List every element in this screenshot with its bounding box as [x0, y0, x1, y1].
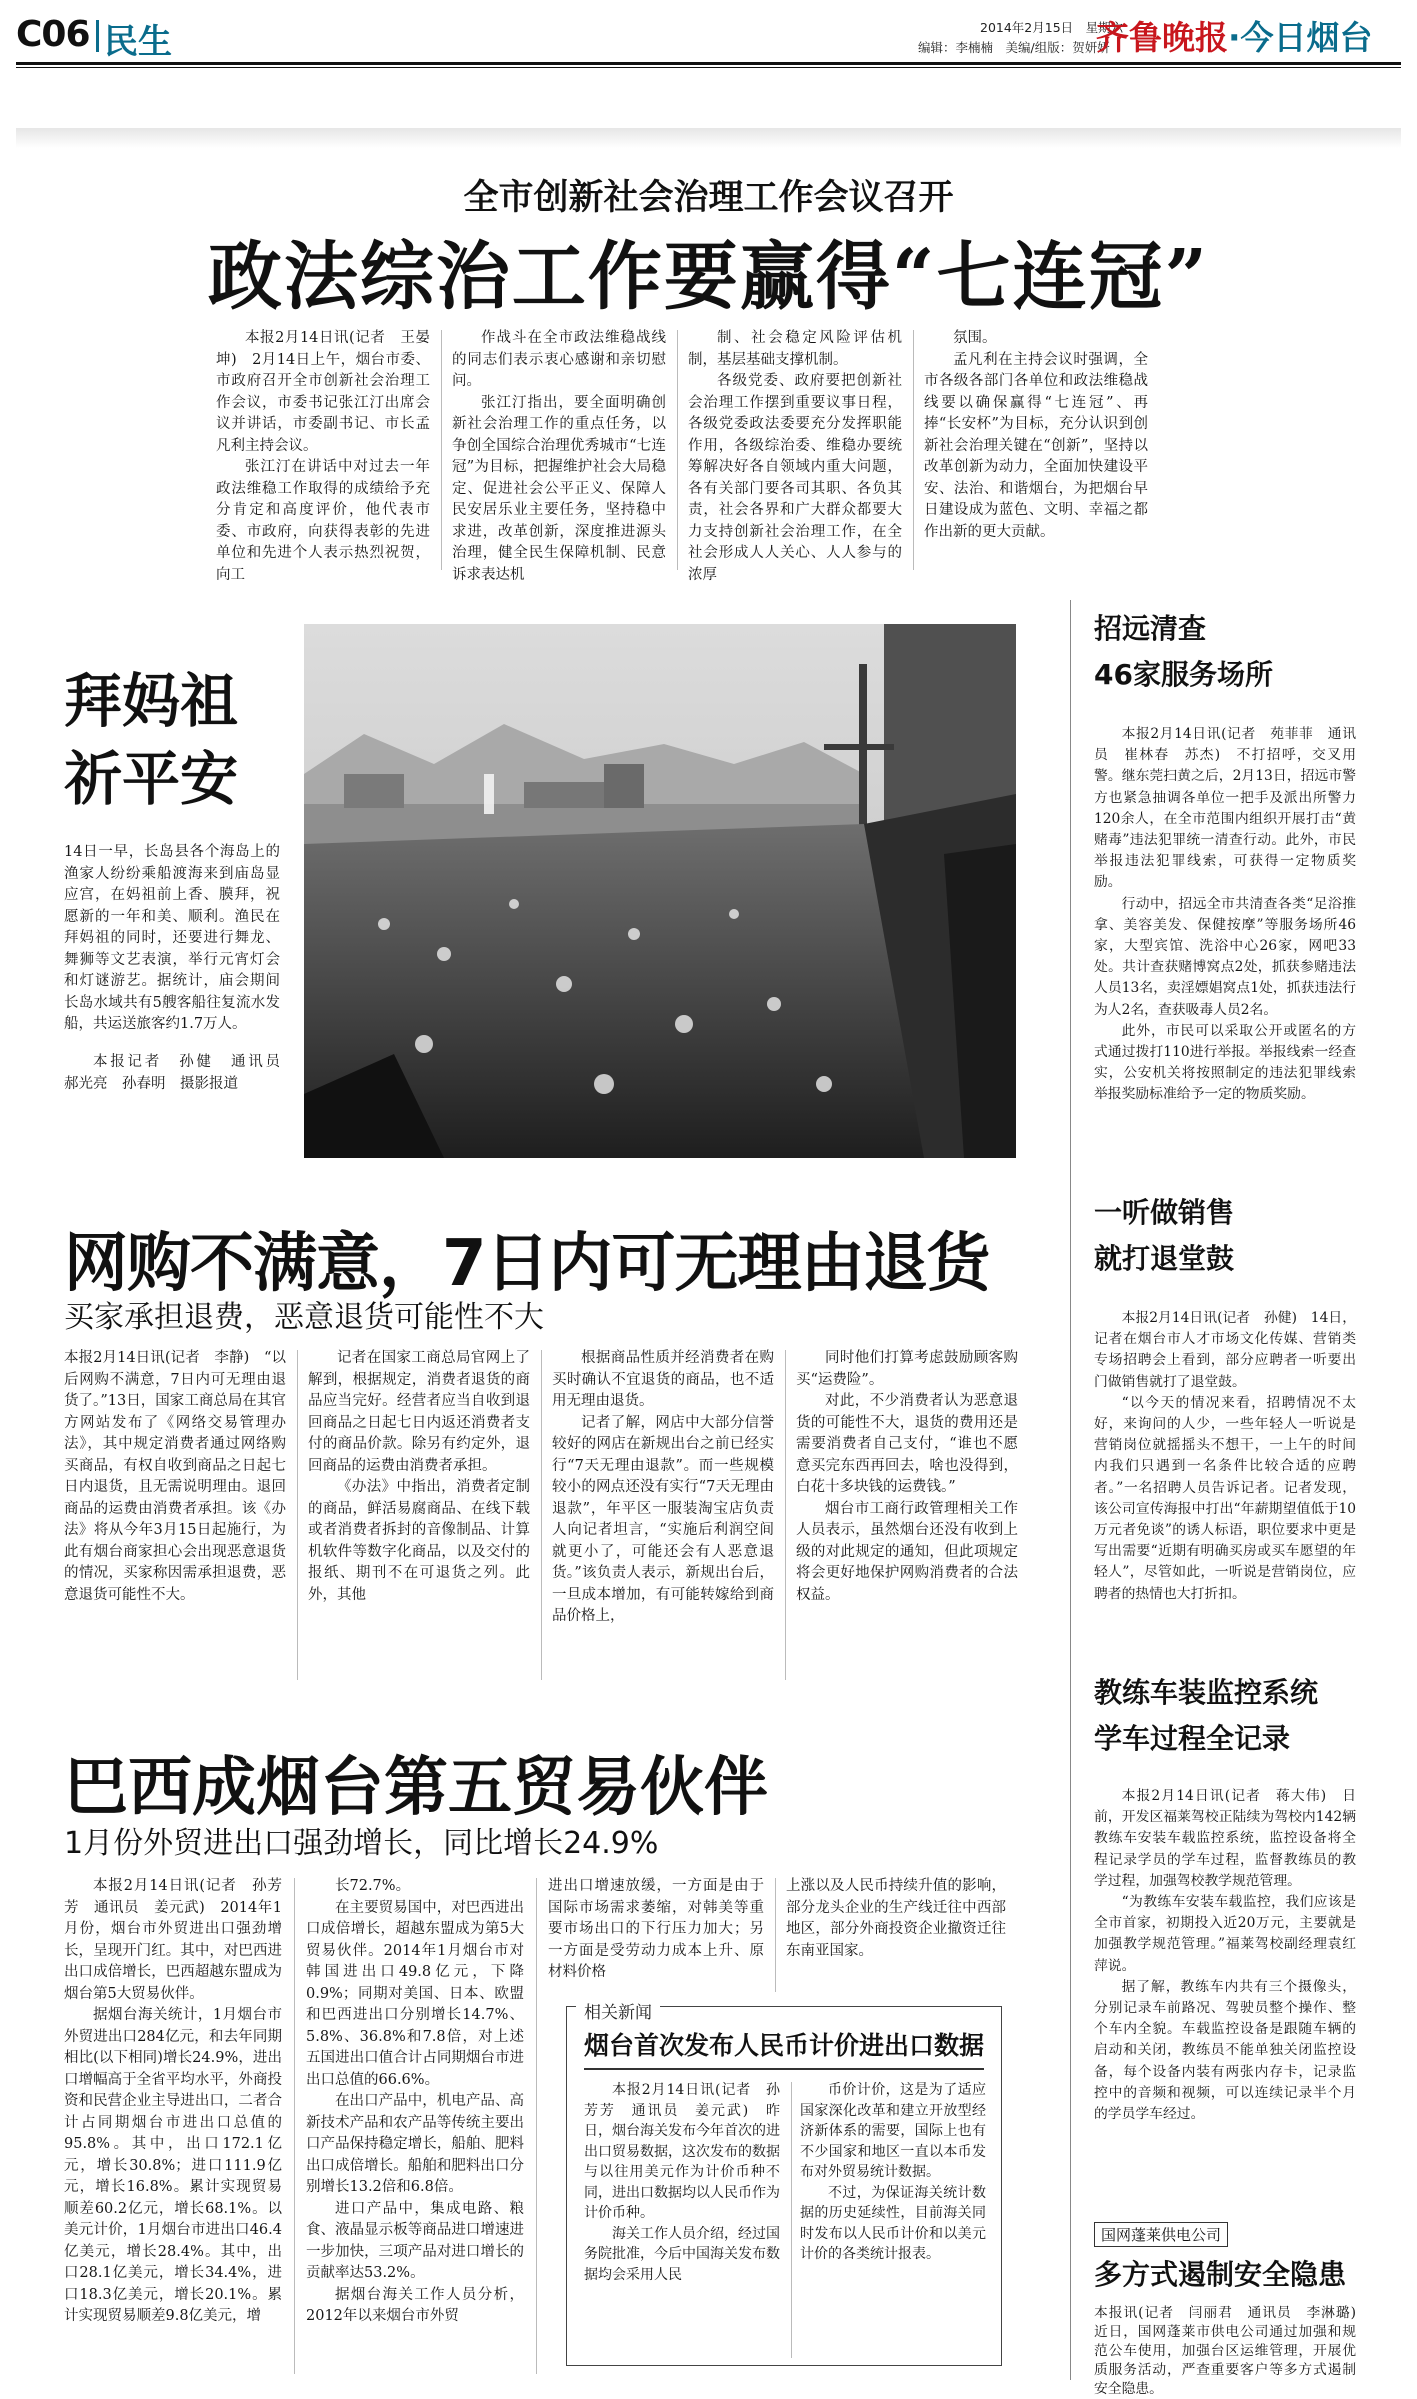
- photo-credit: 本报记者 孙健 通讯员 郝光亮 孙春明 摄影报道: [64, 1054, 295, 1092]
- column-rule: [297, 1350, 298, 1680]
- paragraph: 海关工作人员介绍，经过国务院批准，今后中国海关发布数据均会采用人民: [584, 2225, 780, 2283]
- photo-title-line-1: 拜妈祖: [64, 667, 239, 735]
- column-rule: [677, 330, 678, 570]
- sidebar-story3-body: [1094, 1786, 1356, 2206]
- paragraph: 本报2月14日讯(记者 孙芳芳 通讯员 姜元武) 2014年1月份，烟台市外贸进出口强劲增长，呈现开门红。其中，对巴西进出口成倍增长，巴西超越东盟成为烟台第5大贸易伙伴。: [64, 1878, 282, 2002]
- sidebar-rule: [1070, 600, 1071, 2380]
- paragraph: 《办法》中指出，消费者定制的商品，鲜活易腐商品、在线下载或者消费者拆封的音像制品、计算机软件等数字化商品，以及交付的报纸、期刊不在可退货之列。此外，其他: [308, 1479, 530, 1603]
- sidebar-story1-title-line-1: 招远清查: [1094, 612, 1207, 645]
- article3-column-4: [796, 1348, 1018, 1684]
- paragraph: 各级党委、政府要把创新社会治理工作摆到重要议事日程，各级党委政法委要充分发挥职能作用，各级综治委、维稳办要统筹解决好各自领域内重大问题，各有关部门要各司其职、各负其责，社会各界和广大群众都要大力支持创新社会治理工作，在全社会形成人人关心、人人参与的浓厚: [688, 373, 902, 583]
- editor-credit: 编辑：李楠楠 美编/组版：贺妍妍: [918, 40, 1110, 55]
- issue-date: 2014年2月15日 星期六: [980, 20, 1124, 35]
- related-news-label: 相关新闻: [576, 1998, 660, 2023]
- brand-edition: ·今日烟台: [1228, 18, 1373, 57]
- sidebar-story1-body: [1094, 724, 1356, 1168]
- paragraph: “为教练车安装车载监控，我们应该是全市首家，初期投入近20万元，主要就是加强教学规范管理。”福莱驾校副经理袁红萍说。: [1094, 1894, 1356, 1974]
- article1-subtitle: 全市创新社会治理工作会议召开: [463, 177, 954, 218]
- paragraph: 孟凡利在主持会议时强调，全市各级各部门各单位和政法维稳战线要以确保赢得“七连冠”、再捧“长安杯”为目标，充分认识到创新社会治理关键在“创新”，坚持以改革创新为动力，全面加快建设平安、法治、和谐烟台，为把烟台早日建设成为蓝色、文明、幸福之都作出新的更大贡献。: [924, 351, 1148, 540]
- sidebar-story4-body: 本报讯(记者 闫丽君 通讯员 李淋璐) 近日，国网蓬莱市供电公司通过加强和规范公车使用，加强台区运维管理，开展优质服务活动，严查重要客户等多方式遏制安全隐患。: [1094, 2305, 1370, 2397]
- news-photo-mazu-temple-crowd: [304, 624, 1016, 1158]
- article3-column-3: [552, 1348, 774, 1684]
- sidebar-story3-title-line-1: 教练车装监控系统: [1094, 1676, 1319, 1709]
- article3-column-2: [308, 1348, 530, 1684]
- paragraph: “以今天的情况来看，招聘情况不太好，来询问的人少，一些年轻人一听说是营销岗位就摇摇头不想干，一上午的时间内我们只遇到一名条件比较合适的应聘者。”一名招聘人员告诉记者。记者发现，该公司宣传海报中打出“年薪期望值低于10万元者免谈”的诱人标语，职位要求中更是写出需要“近期有明确买房或买车愿望的年轻人”，尽管如此，一听说是营销岗位，应聘者的热情也大打折扣。: [1094, 1394, 1356, 1602]
- article3-subtitle: 买家承担退费，恶意退货可能性不大: [64, 1300, 544, 1335]
- paragraph: 行动中，招远全市共清查各类“足浴推拿、美容美发、保健按摩”等服务场所46家，大型宾馆、洗浴中心26家，网吧33处。共计查获赌博窝点2处，抓获参赌违法人员13名，卖淫嫖娼窝点1处，抓获违法行为人2名，查获吸毒人员2名。: [1094, 895, 1356, 1018]
- photo-illustration: [304, 624, 1016, 1158]
- paragraph: 长72.7%。: [335, 1878, 411, 1894]
- paragraph: 进口产品中，集成电路、粮食、液晶显示板等商品进口增速进一步加快，三项产品对进口增长的贡献率达53.2%。: [306, 2200, 524, 2281]
- article4-subtitle: 1月份外贸进出口强劲增长，同比增长24.9%: [64, 1826, 659, 1861]
- article1-headline: 政法综治工作要赢得“七连冠”: [207, 234, 1210, 320]
- paragraph: 同时他们打算考虑鼓励顾客购买“运费险”。: [796, 1350, 1018, 1388]
- paragraph: 根据商品性质并经消费者在购买时确认不宜退货的商品，也不适用无理由退货。: [552, 1350, 774, 1409]
- paragraph: 本报2月14日讯(记者 王晏坤) 2月14日上午，烟台市委、市政府召开全市创新社会治理工作会议，市委书记张江汀出席会议并讲话，市委副书记、市长孟凡利主持会议。: [216, 330, 430, 454]
- paragraph: 作战斗在全市政法维稳战线的同志们表示衷心感谢和亲切慰问。: [452, 330, 666, 389]
- article1-column-3: [688, 328, 902, 583]
- paragraph: 张江汀在讲话中对过去一年政法维稳工作取得的成绩给予充分肯定和高度评价，他代表市委、市政府，向获得表彰的先进单位和先进个人表示热烈祝贺，向工: [216, 459, 430, 583]
- paragraph: 烟台市工商行政管理相关工作人员表示，虽然烟台还没有收到上级的对此规定的通知，但此项规定将会更好地保护网购消费者的合法权益。: [796, 1500, 1018, 1603]
- sidebar-story3-headline: [1094, 1670, 1318, 1762]
- sidebar-story2-title-line-2: 就打退堂鼓: [1094, 1242, 1235, 1275]
- header-shade: [16, 128, 1401, 148]
- article1-column-2: [452, 328, 666, 583]
- related-news-column-1: [584, 2080, 780, 2360]
- column-rule: [294, 1878, 295, 2374]
- sidebar-story4-tag: 国网蓬莱供电公司: [1094, 2222, 1228, 2247]
- header-rule-thin: [16, 67, 1401, 68]
- paragraph: 本报2月14日讯(记者 蒋大伟) 日前，开发区福莱驾校正陆续为驾校内142辆教练车安装车载监控系统，监控设备将全程记录学员的学车过程，监督教练员的教学过程，加强驾校教学规范管理。: [1094, 1788, 1356, 1889]
- column-rule: [785, 1350, 786, 1680]
- paragraph: 记者了解，网店中大部分信誉较好的网店在新规出台之前已经实行“7天无理由退款”。而一些规模较小的网点还没有实行“7天无理由退款”，年平区一服装淘宝店负责人向记者坦言，“实施后利润空间就更小了，可能还会有人恶意退货。”该负责人表示，新规出台后，一旦成本增加，有可能转嫁给到商品价格上，: [552, 1414, 774, 1624]
- paragraph: 据了解，教练车内共有三个摄像头，分别记录车前路况、驾驶员整个操作、整个车内全貌。车载监控设备是跟随车辆的启动和关闭，教练员不能单独关闭监控设备，每个设备内装有两张内存卡，记录监控中的音频和视频，可以连续记录半个月的学员学车经过。: [1094, 1978, 1356, 2123]
- sidebar-story2-title-line-1: 一听做销售: [1094, 1196, 1235, 1229]
- related-news-rule: [584, 2068, 984, 2070]
- paragraph: 制、社会稳定风险评估机制，基层基础支撑机制。: [688, 330, 902, 368]
- column-rule: [775, 1878, 776, 1992]
- paragraph: 张江汀指出，要全面明确创新社会治理工作的重点任务，以争创全国综合治理优秀城市“七连冠”为目标，把握维护社会大局稳定、促进社会公平正义、保障人民安居乐业主要任务，坚持稳中求进，改革创新，深度推进源头治理，健全民生保障机制、民意诉求表达机: [452, 394, 666, 583]
- paragraph: 据烟台海关统计，1月烟台市外贸进出口284亿元，和去年同期相比(以下相同)增长24.9%，进出口增幅高于全省平均水平，外商投资和民营企业主导进出口，二者合计占同期烟台市进出口总值的95.8%。其中，出口172.1亿元，增长30.8%；进口111.9亿元，增长16.8%。累计实现贸易顺差60.2亿元，增长68.1%。以美元计价，1月烟台市进出口46.4亿美元，增长28.4%。其中，出口28.1亿美元，增长34.4%，进口18.3亿美元，增长20.1%。累计实现贸易顺差9.8亿美元，增: [64, 2007, 282, 2324]
- sidebar-story3-title-line-2: 学车过程全记录: [1094, 1722, 1291, 1755]
- article4-column-3: 进出口增速放缓，一方面是由于国际市场需求萎缩，对韩美等重要市场出口的下行压力加大；另一方面是受劳动力成本上升、原材料价格: [548, 1878, 764, 1980]
- sidebar-story2-headline: [1094, 1190, 1234, 1282]
- header-separator: [96, 20, 99, 52]
- sidebar-story1-title-line-2: 46家服务场所: [1094, 658, 1273, 691]
- paragraph: 对此，不少消费者认为恶意退货的可能性不大，退货的费用还是需要消费者自己支付，“谁也不愿意买完东西再回去，啥也没得到，白花十多块钱的运费钱。”: [796, 1393, 1018, 1495]
- sidebar-story1-headline: [1094, 606, 1273, 698]
- related-news-headline: 烟台首次发布人民币计价进出口数据: [584, 2031, 985, 2060]
- paragraph: 氛围。: [953, 330, 997, 346]
- header-rule: [16, 62, 1401, 65]
- paragraph: 在主要贸易国中，对巴西进出口成倍增长，超越东盟成为第5大贸易伙伴。2014年1月烟台市对韩国进出口49.8亿元，下降0.9%；同期对美国、日本、欧盟和巴西进出口分别增长14.7%、5.8%、36.8%和7.8倍，对上述五国进出口值合计占同期烟台市进出口总值的66.6%。: [306, 1899, 524, 2088]
- page-number: C06: [16, 14, 90, 55]
- article1-column-1: [216, 328, 430, 583]
- article4-headline: 巴西成烟台第五贸易伙伴: [64, 1751, 768, 1825]
- related-news-column-2: [800, 2080, 986, 2360]
- paragraph: 不过，为保证海关统计数据的历史延续性，目前海关同时发布以人民币计价和以美元计价的各类统计报表。: [800, 2184, 986, 2262]
- paragraph: 记者在国家工商总局官网上了解到，根据规定，消费者退货的商品应当完好。经营者应当自收到退回商品之日起七日内返还消费者支付的商品价款。除另有约定外，退回商品的运费由消费者承担。: [308, 1350, 530, 1474]
- column-rule: [541, 1350, 542, 1680]
- article3-headline: 网购不满意，7日内可无理由退货: [64, 1227, 990, 1301]
- article4-column-1: [64, 1876, 282, 2376]
- article4-column-2: [306, 1876, 524, 2376]
- photo-title-line-2: 祈平安: [64, 745, 239, 813]
- paragraph: 此外，市民可以采取公开或匿名的方式通过拨打110进行举报。举报线索一经查实，公安机关将按照制定的违法犯罪线索举报奖励标准给予一定的物质奖励。: [1094, 1022, 1356, 1103]
- paragraph: 本报2月14日讯(记者 苑菲菲 通讯员 崔林春 苏杰) 不打招呼，交叉用警。继东莞扫黄之后，2月13日，招远市警方也紧急抽调各单位一把手及派出所警力120余人，在全市范围内组织开展打击“黄赌毒”违法犯罪统一清查行动。此外，市民举报违法犯罪线索，可获得一定物质奖励。: [1094, 726, 1356, 891]
- sidebar-story4-headline: 多方式遏制安全隐患: [1094, 2258, 1347, 2291]
- photo-story-body: 14日一早，长岛县各个海岛上的渔家人纷纷乘船渡海来到庙岛显应宫，在妈祖前上香、膜拜，祝愿新的一年和美、顺利。渔民在拜妈祖的同时，还要进行舞龙、舞狮等文艺表演，举行元宵灯会和灯谜游艺。据统计，庙会期间长岛水域共有5艘客船往复流水发船，共运送旅客约1.7万人。: [64, 844, 280, 1032]
- paragraph: 本报2月14日讯(记者 孙芳芳 通讯员 姜元武) 昨日，烟台海关发布今年首次的进出口贸易数据，这次发布的数据与以往用美元作为计价币种不同，进出口数据均以人民币作为计价币种。: [584, 2082, 780, 2221]
- photo-story-headline: [64, 662, 238, 818]
- paragraph: 在出口产品中，机电产品、高新技术产品和农产品等传统主要出口产品保持稳定增长，船舶、肥料出口成倍增长。船舶和肥料出口分别增长13.2倍和6.8倍。: [306, 2093, 524, 2195]
- section-name: 民生: [104, 22, 172, 62]
- newspaper-brand: [1096, 12, 1373, 59]
- article3-column-1: 本报2月14日讯(记者 李静) “以后网购不满意，7日内可无理由退货了。”13日，国家工商总局在其官方网站发布了《网络交易管理办法》，其中规定消费者通过网络购买商品，有权自收到商品之日起七日内退货，且无需说明理由。退回商品的运费由消费者承担。该《办法》将从今年3月15日起施行，为此有烟台商家担心会出现恶意退货的情况，买家称因需承担退费，恶意退货可能性不大。: [64, 1350, 286, 1603]
- column-rule: [913, 330, 914, 570]
- article1-column-4: [924, 328, 1148, 572]
- paragraph: 币价计价，这是为了适应国家深化改革和建立开放型经济新体系的需要，国际上也有不少国家和地区一直以本币发布对外贸易统计数据。: [800, 2082, 986, 2180]
- paragraph: 本报2月14日讯(记者 孙健) 14日，记者在烟台市人才市场文化传媒、营销类专场招聘会上看到，部分应聘者一听要出门做销售就打了退堂鼓。: [1094, 1310, 1356, 1390]
- article4-column-4: 上涨以及人民币持续升值的影响，部分龙头企业的生产线迁往中西部地区，部分外商投资企业撤资迁往东南亚国家。: [786, 1878, 1006, 1959]
- column-rule: [791, 2082, 792, 2358]
- paragraph: 据烟台海关工作人员分析，2012年以来烟台市外贸: [306, 2286, 524, 2324]
- brand-name: 齐鲁晚报: [1096, 18, 1228, 57]
- column-rule: [536, 1878, 537, 2374]
- column-rule: [441, 330, 442, 570]
- sidebar-story2-body: [1094, 1308, 1356, 1672]
